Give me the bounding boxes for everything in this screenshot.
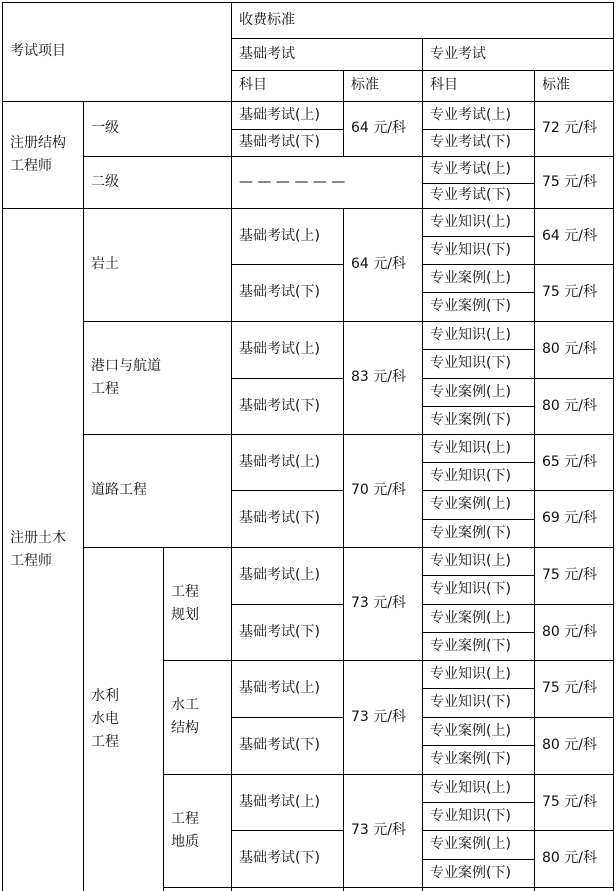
- geology-knowledge-fee: 75 元/科: [542, 793, 597, 810]
- civil-road: 道路工程: [91, 482, 147, 498]
- header-fee-standard: 收费标准: [239, 11, 295, 28]
- planning-knowledge-upper: 专业知识(上): [430, 552, 511, 569]
- planning-case-fee: 80 元/科: [542, 623, 597, 640]
- structure-basic-fee: 73 元/科: [351, 708, 406, 725]
- civil-category: 注册土木 工程师: [10, 529, 66, 569]
- header-basic-standard: 标准: [351, 77, 379, 93]
- structural-level1: 一级: [91, 120, 119, 136]
- structural-level2-prof-fee: 75 元/科: [542, 173, 597, 190]
- road-basic-fee: 70 元/科: [351, 482, 406, 498]
- geology-basic-fee: 73 元/科: [351, 822, 406, 838]
- structural-level1-basic-lower: 基础考试(下): [239, 134, 320, 150]
- road-knowledge-lower: 专业知识(下): [430, 467, 511, 484]
- geotech-case-upper: 专业案例(上): [430, 269, 511, 286]
- hydro-hydraulic-structure: 水工 结构: [171, 697, 199, 736]
- road-basic-upper: 基础考试(上): [239, 453, 320, 470]
- structure-knowledge-lower: 专业知识(下): [430, 694, 511, 710]
- geotech-knowledge-upper: 专业知识(上): [430, 213, 511, 230]
- structural-level1-prof-lower: 专业考试(下): [430, 134, 511, 150]
- structure-knowledge-upper: 专业知识(上): [430, 665, 511, 682]
- geotech-basic-upper: 基础考试(上): [239, 227, 320, 244]
- port-basic-fee: 83 元/科: [351, 369, 406, 385]
- port-basic-lower: 基础考试(下): [239, 397, 320, 414]
- road-basic-lower: 基础考试(下): [239, 510, 320, 526]
- road-case-upper: 专业案例(上): [430, 496, 511, 512]
- structural-level1-basic-upper: 基础考试(上): [239, 106, 320, 123]
- structural-level1-prof-upper: 专业考试(上): [430, 106, 511, 123]
- port-case-upper: 专业案例(上): [430, 383, 511, 400]
- header-prof-standard: 标准: [542, 77, 570, 93]
- header-professional-exam: 专业考试: [430, 45, 486, 62]
- structural-category: 注册结构 工程师: [10, 134, 66, 174]
- port-case-lower: 专业案例(下): [430, 411, 511, 428]
- header-basic-subject: 科目: [239, 77, 267, 93]
- header-basic-exam: 基础考试: [239, 45, 295, 62]
- structure-case-lower: 专业案例(下): [430, 751, 511, 767]
- structure-knowledge-fee: 75 元/科: [542, 680, 597, 696]
- port-knowledge-fee: 80 元/科: [542, 341, 597, 357]
- port-knowledge-lower: 专业知识(下): [430, 355, 511, 371]
- structure-case-upper: 专业案例(上): [430, 722, 511, 739]
- port-knowledge-upper: 专业知识(上): [430, 326, 511, 343]
- planning-knowledge-lower: 专业知识(下): [430, 581, 511, 597]
- civil-hydro: 水利 水电 工程: [91, 687, 119, 750]
- geology-basic-lower: 基础考试(下): [239, 850, 320, 866]
- geotech-knowledge-lower: 专业知识(下): [430, 241, 511, 258]
- geotech-case-fee: 75 元/科: [542, 284, 597, 300]
- civil-port: 港口与航道 工程: [91, 357, 161, 397]
- planning-basic-lower: 基础考试(下): [239, 623, 320, 640]
- geotech-basic-lower: 基础考试(下): [239, 284, 320, 300]
- structural-level1-prof-fee: 72 元/科: [542, 120, 597, 136]
- geology-case-upper: 专业案例(上): [430, 836, 511, 852]
- hydro-geology: 工程 地质: [171, 810, 199, 850]
- header-prof-subject: 科目: [430, 77, 458, 93]
- structural-level2: 二级: [91, 173, 119, 190]
- planning-knowledge-fee: 75 元/科: [542, 567, 597, 583]
- civil-geotech: 岩土: [91, 256, 119, 272]
- geology-basic-upper: 基础考试(上): [239, 793, 320, 810]
- geotech-basic-fee: 64 元/科: [351, 256, 406, 272]
- port-case-fee: 80 元/科: [542, 397, 597, 414]
- port-basic-upper: 基础考试(上): [239, 341, 320, 357]
- road-knowledge-fee: 65 元/科: [542, 453, 597, 470]
- structural-level2-dash: — — — — — —: [239, 173, 346, 190]
- planning-case-lower: 专业案例(下): [430, 637, 511, 654]
- geology-case-lower: 专业案例(下): [430, 864, 511, 881]
- structure-basic-upper: 基础考试(上): [239, 680, 320, 696]
- structural-level2-prof-upper: 专业考试(上): [430, 161, 511, 177]
- structure-basic-lower: 基础考试(下): [239, 737, 320, 753]
- structural-level2-prof-lower: 专业考试(下): [430, 187, 511, 203]
- hydro-planning: 工程 规划: [171, 583, 199, 623]
- planning-basic-fee: 73 元/科: [351, 595, 406, 611]
- geotech-knowledge-fee: 64 元/科: [542, 227, 597, 244]
- road-case-lower: 专业案例(下): [430, 524, 511, 541]
- geology-knowledge-upper: 专业知识(上): [430, 779, 511, 796]
- planning-basic-upper: 基础考试(上): [239, 567, 320, 583]
- geotech-case-lower: 专业案例(下): [430, 298, 511, 314]
- road-knowledge-upper: 专业知识(上): [430, 439, 511, 456]
- geology-knowledge-lower: 专业知识(下): [430, 807, 511, 824]
- header-project: 考试项目: [10, 43, 66, 59]
- structural-level1-basic-fee: 64 元/科: [351, 120, 406, 136]
- road-case-fee: 69 元/科: [542, 510, 597, 526]
- structure-case-fee: 80 元/科: [542, 737, 597, 753]
- geology-case-fee: 80 元/科: [542, 850, 597, 866]
- planning-case-upper: 专业案例(上): [430, 609, 511, 626]
